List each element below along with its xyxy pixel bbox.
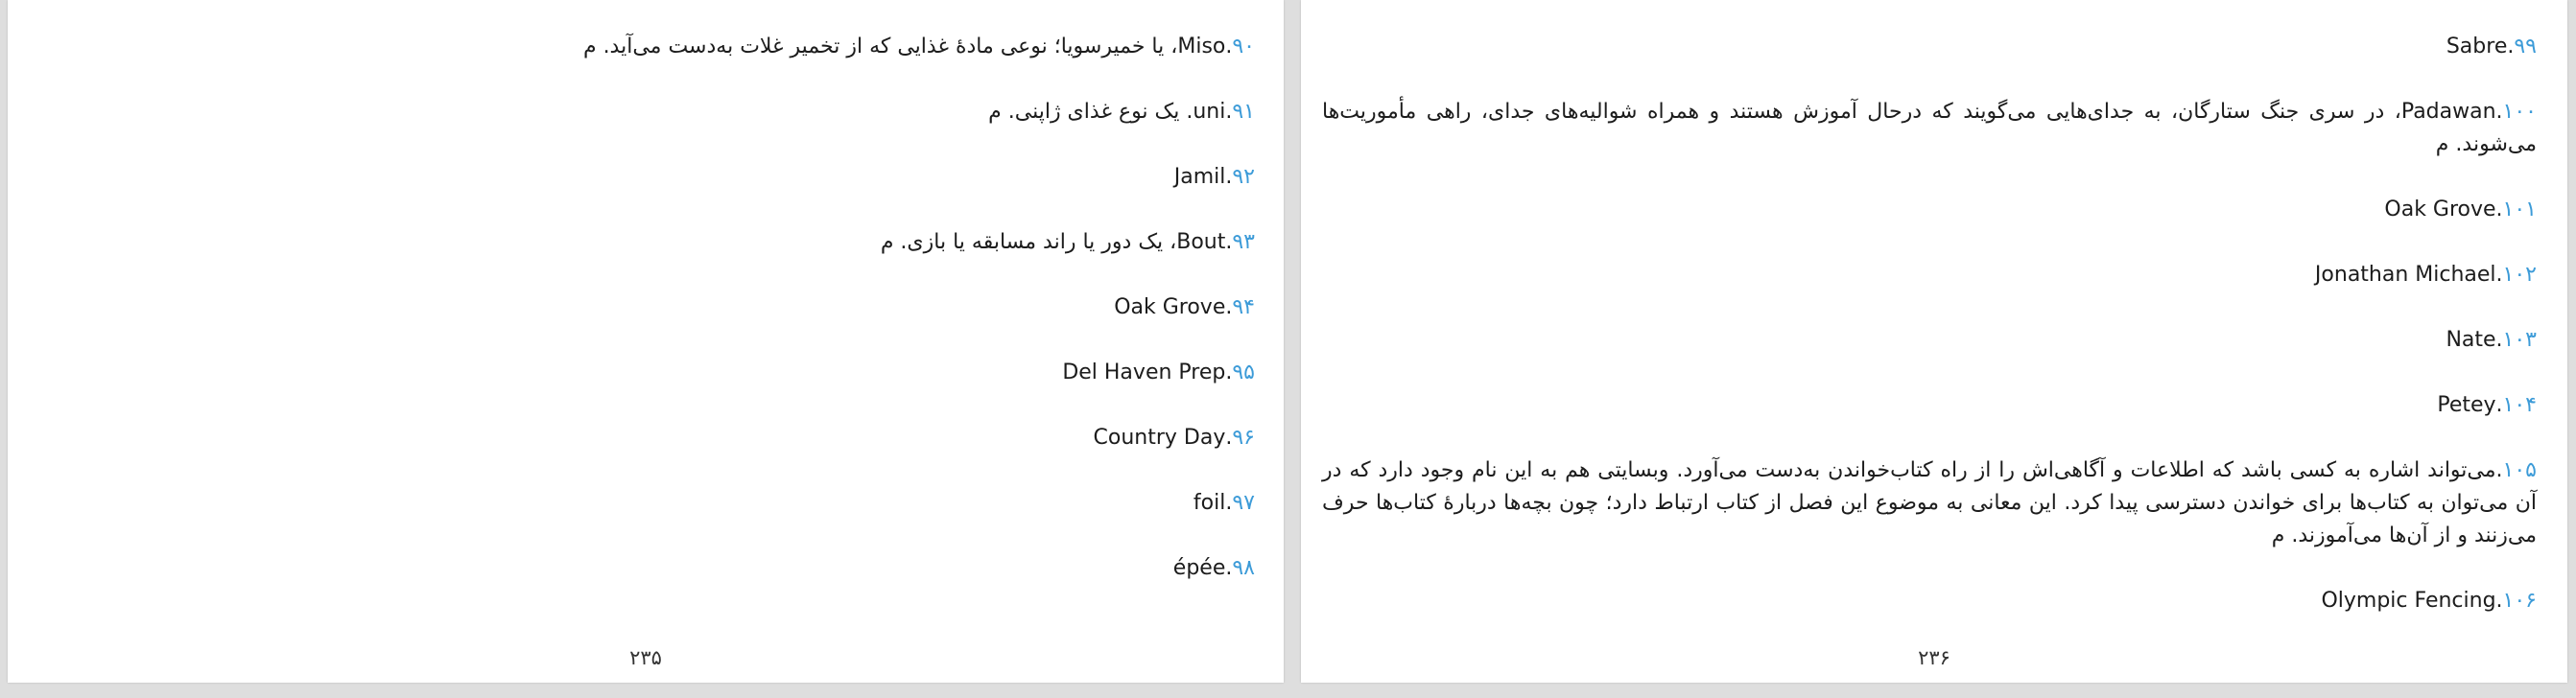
note-term: Oak Grove — [1114, 295, 1226, 319]
note-text: ، یا خمیرسویا؛ نوعی مادهٔ غذایی که از تخمیر غلات به‌دست می‌آید. م — [582, 35, 1178, 58]
note-number: ۱۰۱ — [2502, 198, 2537, 221]
endnote-97: ۹۷.foil — [1193, 491, 1255, 515]
endnote-96: ۹۶.Country Day — [1093, 426, 1255, 450]
note-number: ۹۷ — [1232, 491, 1255, 515]
note-term: Olympic Fencing — [2321, 589, 2496, 613]
endnote-105: ۱۰۵.می‌تواند اشاره به کسی باشد که اطلاعات و آگاهی‌اش را از راه کتاب‌خواندن به‌دست می‌آورد. وبسایتی هم به این نام وجود دارد که در آن می‌توان به کتاب‌ها برای خواندن دسترسی پیدا کرد. این معانی به موضوع این فصل از کتاب ارتباط دارد؛ چون بچه‌ها دربارهٔ کتاب‌ها حرف می‌زنند و از آن‌ها می‌آموزند. م — [1322, 458, 2537, 547]
note-number: ۹۰ — [1232, 35, 1255, 58]
note-text: ، در سری جنگ ستارگان، به جدای‌هایی می‌گویند که درحال آموزش هستند و همراه شوالیه‌های جدای، راهی مأموریت‌ها می‌شوند. م — [1322, 100, 2537, 156]
endnote-94: ۹۴.Oak Grove — [1114, 295, 1255, 319]
note-number: ۹۴ — [1232, 295, 1255, 319]
note-term: Bout — [1176, 230, 1226, 254]
page-number: ۲۳۵ — [629, 646, 662, 669]
endnotes-list — [27, 31, 1255, 617]
note-text: . یک نوع غذای ژاپنی. م — [988, 100, 1193, 124]
note-term: Nate — [2446, 328, 2496, 352]
note-number: ۱۰۳ — [2502, 328, 2537, 352]
note-number: ۹۱ — [1232, 100, 1255, 124]
note-term: Oak Grove — [2384, 198, 2496, 221]
endnote-102: ۱۰۲.Jonathan Michael — [2314, 263, 2537, 287]
note-number: ۹۵ — [1232, 361, 1255, 384]
endnote-103: ۱۰۳.Nate — [2446, 328, 2537, 352]
endnote-92: ۹۲.Jamil — [1173, 165, 1255, 189]
note-text: می‌تواند اشاره به کسی باشد که اطلاعات و آگاهی‌اش را از راه کتاب‌خواندن به‌دست می‌آورد. وبسایتی هم به این نام وجود دارد که در آن می‌توان به کتاب‌ها برای خواندن دسترسی پیدا کرد. این معانی به موضوع این فصل از کتاب ارتباط دارد؛ چون بچه‌ها دربارهٔ کتاب‌ها حرف می‌زنند و از آن‌ها می‌آموزند. م — [1322, 458, 2537, 547]
endnote-93: ۹۳.Bout، یک دور یا راند مسابقه یا بازی. م — [880, 230, 1255, 254]
endnotes-list — [1322, 31, 2537, 650]
note-term: Jonathan Michael — [2314, 263, 2496, 287]
note-number: ۹۳ — [1232, 230, 1255, 254]
note-number: ۹۹ — [2514, 35, 2537, 58]
endnote-100: ۱۰۰.Padawan، در سری جنگ ستارگان، به جدای‌هایی می‌گویند که درحال آموزش هستند و همراه شوالیه‌های جدای، راهی مأموریت‌ها می‌شوند. م — [1322, 100, 2537, 156]
note-term: Miso — [1177, 35, 1226, 58]
page-236 — [1301, 0, 2567, 683]
note-term: épée — [1172, 556, 1226, 580]
note-term: foil — [1193, 491, 1226, 515]
page-number: ۲۳۶ — [1918, 646, 1950, 669]
note-number: ۱۰۵ — [2502, 458, 2537, 482]
endnote-101: ۱۰۱.Oak Grove — [2384, 198, 2537, 221]
note-number: ۹۸ — [1232, 556, 1255, 580]
note-term: Padawan — [2400, 100, 2496, 124]
endnote-90: ۹۰.Miso، یا خمیرسویا؛ نوعی مادهٔ غذایی که از تخمیر غلات به‌دست می‌آید. م — [582, 35, 1255, 58]
note-number: ۱۰۶ — [2502, 589, 2537, 613]
note-number: ۹۶ — [1232, 426, 1255, 450]
note-term: uni — [1193, 100, 1226, 124]
note-term: Del Haven Prep — [1062, 361, 1226, 384]
endnote-95: ۹۵.Del Haven Prep — [1062, 361, 1255, 384]
note-term: Jamil — [1173, 165, 1226, 189]
note-term: Petey — [2437, 393, 2496, 417]
page-235 — [8, 0, 1284, 683]
note-term: Sabre — [2446, 35, 2508, 58]
endnote-104: ۱۰۴.Petey — [2437, 393, 2537, 417]
endnote-99: ۹۹.Sabre — [2446, 35, 2537, 58]
note-number: ۹۲ — [1232, 165, 1255, 189]
endnote-98: ۹۸.épée — [1172, 556, 1255, 580]
endnote-91: ۹۱.uni. یک نوع غذای ژاپنی. م — [988, 100, 1255, 124]
endnote-106: ۱۰۶.Olympic Fencing — [2321, 589, 2537, 613]
note-term: Country Day — [1093, 426, 1226, 450]
note-number: ۱۰۰ — [2502, 100, 2537, 124]
note-text: ، یک دور یا راند مسابقه یا بازی. م — [880, 230, 1177, 254]
note-number: ۱۰۲ — [2502, 263, 2537, 287]
note-number: ۱۰۴ — [2502, 393, 2537, 417]
